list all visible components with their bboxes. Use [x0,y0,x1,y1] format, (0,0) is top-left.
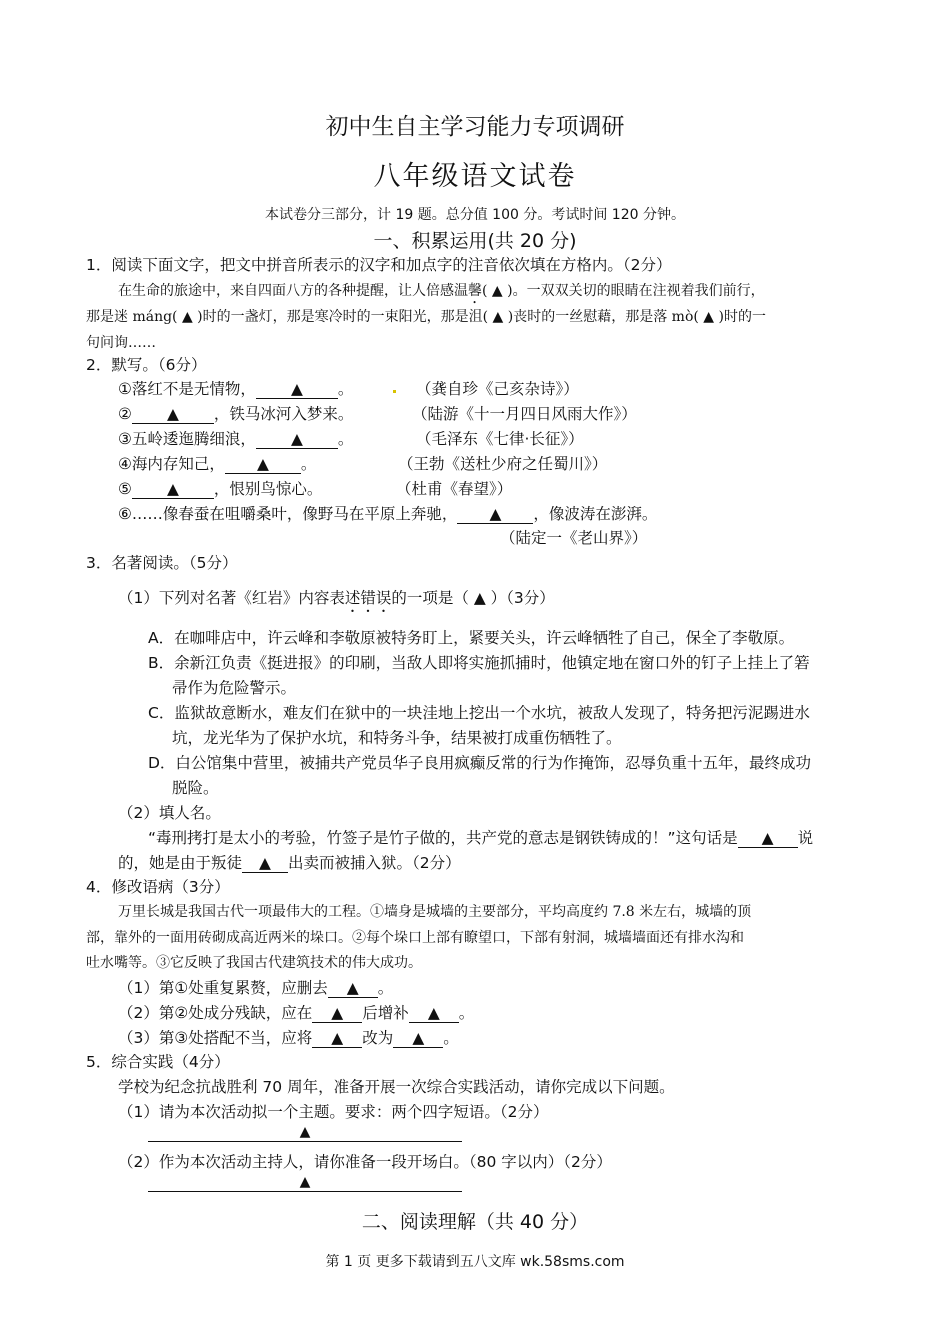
recite-line-1: ①落红不是无情物， ▲ 。 [118,380,354,398]
answer-blank[interactable]: ▲ [132,405,214,424]
question-1-stem: 1．阅读下面文字，把文中拼音所表示的汉字和加点字的注音依次填在方格内。（2分） [86,256,672,274]
recite-source-4: （王勃《送杜少府之任蜀川》） [398,455,608,473]
question-5-stem: 5．综合实践（4分） [86,1053,230,1071]
recite-source-3: （毛泽东《七律·长征》） [416,430,584,448]
option-d-cont: 脱险。 [172,779,219,797]
recite-source-5: （杜甫《春望》） [396,480,513,498]
exam-title: 初中生自主学习能力专项调研 [325,114,625,140]
section-heading-1: 一、积累运用(共 20 分) [373,230,577,252]
option-d[interactable]: D．白公馆集中营里，被捕共产党员华子良用疯癫反常的行为作掩饰，忍辱负重十五年，最终成功 [148,754,811,772]
question-2-stem: 2．默写。（6分） [86,356,207,374]
answer-blank[interactable]: ▲ [242,854,288,873]
answer-blank[interactable]: ▲ [256,430,338,449]
answer-blank[interactable]: ▲ [457,505,533,524]
question-5-sub-1: （1）请为本次活动拟一个主题。要求：两个四字短语。（2分） [118,1103,549,1121]
question-3-sub-1: （1）下列对名著《红岩》内容表述错误的一项是（ ▲ ）（3分） [118,589,555,607]
answer-blank[interactable]: ▲ [738,829,798,848]
paper-title: 八年级语文试卷 [373,161,577,192]
option-b-cont: 帚作为危险警示。 [172,679,297,697]
answer-blank[interactable]: ▲ [312,1029,362,1048]
question-1-passage-line-1: 在生命的旅途中，来自四面八方的各种提醒，让人倍感温馨( ▲ )。一双双关切的眼睛在注视着我们前行， [118,283,765,299]
recite-line-3: ③五岭逶迤腾细浪， ▲ 。 [118,430,354,448]
answer-blank[interactable]: ▲ [132,480,214,499]
page-footer: 第 1 页 更多下载请到五八文库 wk.58sms.com [325,1254,625,1270]
recite-source-6: （陆定一《老山界》） [500,529,648,547]
question-3-sub-2-line-2: 的，她是由于叛徒 ▲ 出卖而被捕入狱。（2分） [118,854,461,872]
option-a[interactable]: A．在咖啡店中，许云峰和李敬原被特务盯上，紧要关头，许云峰牺牲了自己，保全了李敬原。 [148,629,795,647]
question-5-intro: 学校为纪念抗战胜利 70 周年，准备开展一次综合实践活动，请你完成以下问题。 [118,1078,675,1096]
stray-mark [393,390,396,393]
recite-source-1: （龚自珍《己亥杂诗》） [416,380,579,398]
question-4-sub-2: （2）第②处成分残缺，应在 ▲ 后增补 ▲ 。 [118,1004,475,1022]
section-heading-2: 二、阅读理解（共 40 分） [361,1211,589,1233]
question-3-stem: 3．名著阅读。（5分） [86,554,238,572]
recite-line-4: ④海内存知己， ▲ 。 [118,455,317,473]
question-4-passage-line-2: 部，靠外的一面用砖砌成高近两米的垛口。②每个垛口上部有瞭望口，下部有射洞，城墙墙面还有排水沟和 [86,930,744,946]
question-4-sub-1: （1）第①处重复累赘，应删去 ▲ 。 [118,979,394,997]
recite-source-2: （陆游《十一月四日风雨大作》） [412,405,637,423]
question-4-passage-line-1: 万里长城是我国古代一项最伟大的工程。①墙身是城墙的主要部分，平均高度约 7.8 米左右，城墙的顶 [118,904,752,920]
recite-line-2: ② ▲ ，铁马冰河入梦来。 [118,405,354,423]
question-1-passage-line-3: 句问询…… [86,335,156,351]
question-4-passage-line-3: 吐水嘴等。③它反映了我国古代建筑技术的伟大成功。 [86,955,422,971]
question-3-sub-2: （2）填人名。 [118,804,221,822]
answer-blank[interactable]: ▲ [312,1004,362,1023]
option-b[interactable]: B．余新江负责《挺进报》的印刷，当敌人即将实施抓捕时，他镇定地在窗口外的钉子上挂上了箬 [148,654,810,672]
option-c[interactable]: C．监狱故意断水，难友们在狱中的一块洼地上挖出一个水坑，被敌人发现了，特务把污泥踢进水 [148,704,810,722]
recite-line-5: ⑤ ▲ ，恨别鸟惊心。 [118,480,323,498]
answer-blank[interactable]: ▲ [409,1004,459,1023]
question-4-stem: 4．修改语病（3分） [86,878,230,896]
question-4-sub-3: （3）第③处搭配不当，应将 ▲ 改为 ▲ 。 [118,1029,459,1047]
question-3-sub-2-line-1: “毒刑拷打是太小的考验，竹签子是竹子做的，共产党的意志是钢铁铸成的！”这句话是 ▲ 说 [148,829,814,847]
answer-blank[interactable]: ▲ [393,1029,443,1048]
recite-line-6: ⑥……像春蚕在咀嚼桑叶，像野马在平原上奔驰， ▲ ，像波涛在澎湃。 [118,505,658,523]
question-5-sub-2: （2）作为本次活动主持人，请你准备一段开场白。（80 字以内）（2分） [118,1153,612,1171]
question-1-passage-line-2: 那是迷 máng( ▲ )时的一盏灯，那是寒冷时的一束阳光，那是沮( ▲ )丧时的一丝慰藉，那是落 mò( ▲ )时的一 [86,309,766,325]
answer-blank[interactable]: ▲ [256,380,338,399]
option-c-cont: 坑，龙光华为了保护水坑，和特务斗争，结果被打成重伤牺牲了。 [172,729,622,747]
answer-line-theme[interactable]: ▲ [148,1123,462,1142]
answer-line-opening[interactable]: ▲ [148,1173,462,1192]
answer-blank[interactable]: ▲ [225,455,301,474]
exam-info: 本试卷分三部分，计 19 题。总分值 100 分。考试时间 120 分钟。 [265,207,685,223]
answer-blank[interactable]: ▲ [328,979,378,998]
